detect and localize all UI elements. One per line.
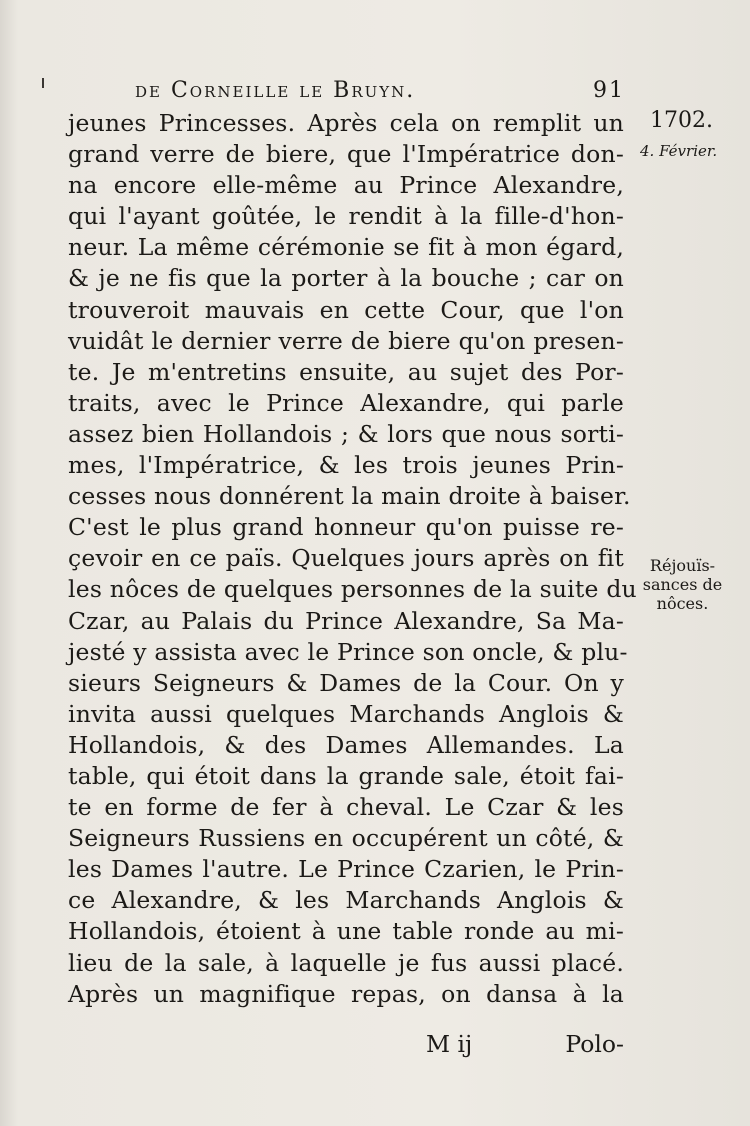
text-line: mes, l'Impératrice, & les trois jeunes Prin- (68, 451, 624, 480)
text-line: & je ne fis que la porter à la bouche ; car on (68, 264, 624, 293)
text-line: qui l'ayant goûtée, le rendit à la fille-d'hon- (68, 202, 624, 231)
running-title: de Corneille le Bruyn. (135, 78, 416, 103)
margin-year: 1702. (650, 108, 713, 133)
text-line: ce Alexandre, & les Marchands Anglois & (68, 886, 624, 915)
text-line: cesses nous donnérent la main droite à baiser. (68, 482, 631, 511)
text-line: trouveroit mauvais en cette Cour, que l'on (68, 295, 624, 324)
page-number: 91 (593, 78, 625, 103)
text-line: Seigneurs Russiens en occupérent un côté, & (68, 824, 624, 853)
page-footer (68, 1030, 624, 1062)
text-line: Hollandois, étoient à une table ronde au mi- (68, 917, 624, 946)
margin-note-line: nôces. (656, 594, 709, 613)
text-line: invita aussi quelques Marchands Anglois & (68, 699, 624, 728)
margin-note-line: sances de (642, 575, 723, 594)
text-line: çevoir en ce païs. Quelques jours après on fit (68, 544, 624, 573)
text-line: Après un magnifique repas, on dansa à la (68, 979, 624, 1008)
signature-mark: M ij (426, 1030, 473, 1058)
margin-note-line: Réjouïs- (649, 556, 716, 575)
text-line: sieurs Seigneurs & Dames de la Cour. On y (68, 668, 624, 697)
text-line: lieu de la sale, à laquelle je fus aussi placé. (68, 948, 624, 977)
text-line: table, qui étoit dans la grande sale, étoit fai- (68, 761, 624, 790)
margin-note (635, 556, 730, 613)
text-line: traits, avec le Prince Alexandre, qui parle (68, 388, 624, 417)
text-line: na encore elle-même au Prince Alexandre, (68, 171, 624, 200)
text-line: grand verre de biere, que l'Impératrice don- (68, 140, 624, 169)
margin-mark (42, 78, 44, 88)
text-line: te en forme de fer à cheval. Le Czar & les (68, 793, 624, 822)
text-line: les Dames l'autre. Le Prince Czarien, le Prin- (68, 855, 624, 884)
text-line: te. Je m'entretins ensuite, au sujet des Por- (68, 357, 624, 386)
text-line: les nôces de quelques personnes de la suite du (68, 575, 637, 604)
text-line: jeunes Princesses. Après cela on remplit un (68, 109, 624, 137)
text-line: neur. La même cérémonie se fit à mon égard, (68, 233, 624, 262)
body-text (68, 108, 637, 1010)
margin-date: 4. Février. (640, 142, 718, 160)
page-header (135, 74, 625, 108)
text-line: jesté y assista avec le Prince son oncle, & plu- (68, 637, 628, 666)
text-line: assez bien Hollandois ; & lors que nous sorti- (68, 419, 624, 448)
text-line: vuidât le dernier verre de biere qu'on presen- (68, 326, 624, 355)
catchword: Polo- (565, 1030, 624, 1058)
text-line: Czar, au Palais du Prince Alexandre, Sa Ma- (68, 606, 624, 635)
text-line: Hollandois, & des Dames Allemandes. La (68, 730, 624, 759)
text-line: C'est le plus grand honneur qu'on puisse re- (68, 513, 624, 542)
